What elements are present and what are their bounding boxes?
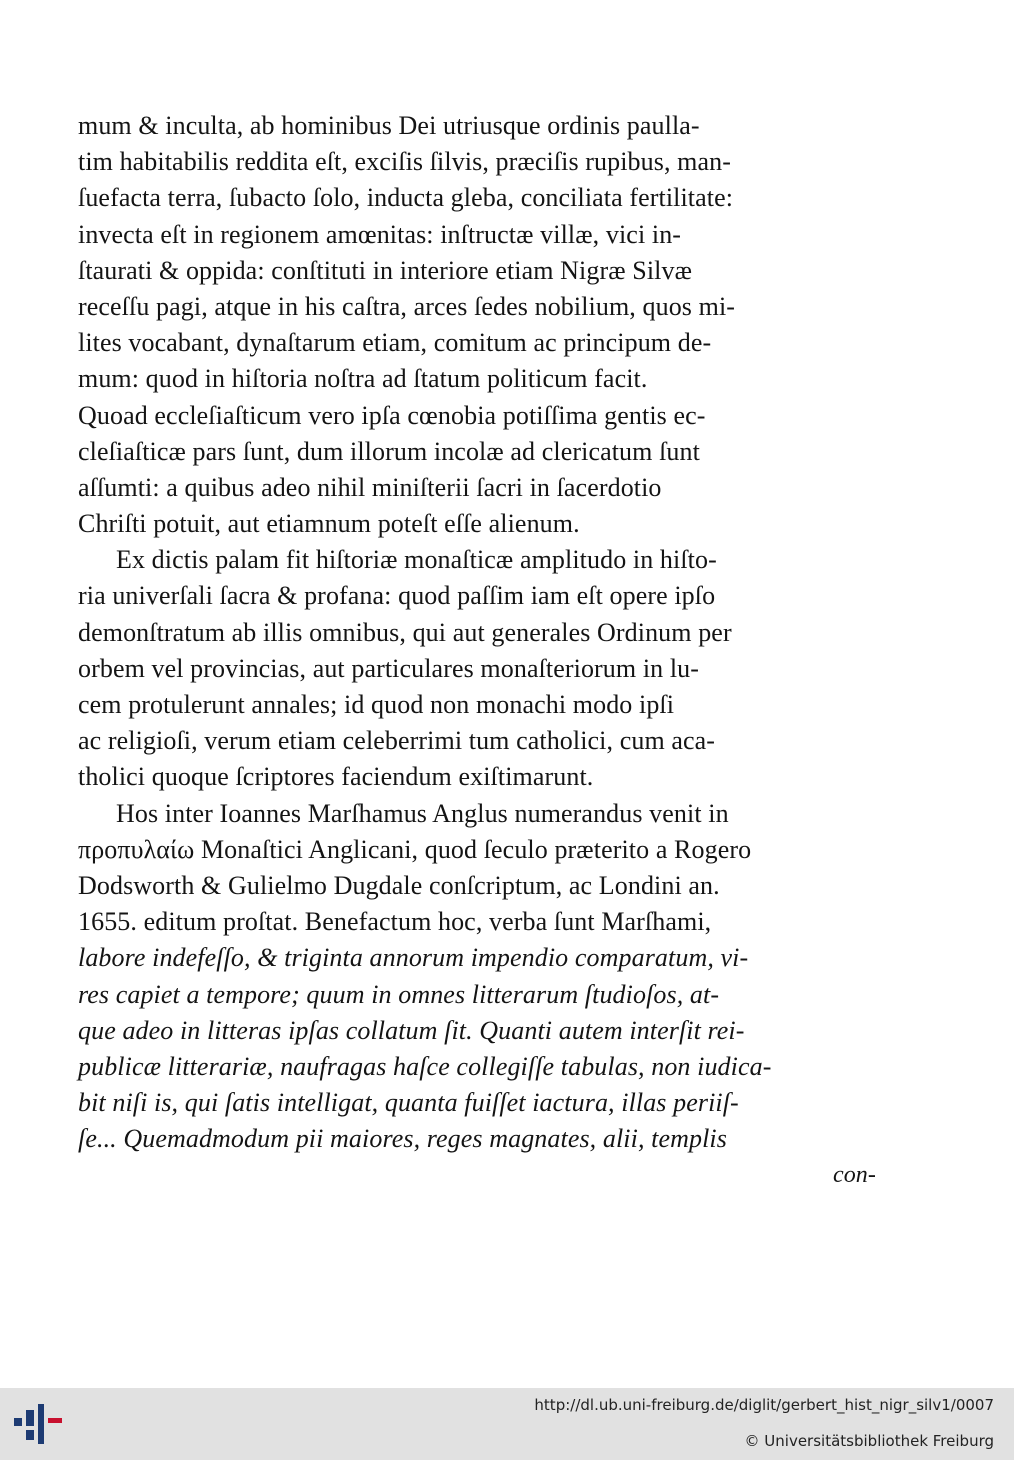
catchword: con- xyxy=(832,1162,876,1189)
quote-line: ſe... Quemadmodum pii maiores, reges magnates, alii, templis xyxy=(78,1124,727,1154)
quote-line: publicæ litterariæ, naufragas haſce collegiſſe tabulas, non iudica- xyxy=(78,1051,772,1081)
text-line: invecta eſt in regionem amœnitas: inſtructæ villæ, vici in- xyxy=(78,219,682,249)
text-line: orbem vel provincias, aut particulares monaſteriorum in lu- xyxy=(78,653,700,683)
quote-line: res capiet a tempore; quum in omnes litterarum ſtudioſos, at- xyxy=(78,979,720,1009)
text-line: προπυλαίω Monaſtici Anglicani, quod ſeculo præterito a Rogero xyxy=(78,834,752,864)
page-body-text xyxy=(78,108,898,1194)
quote-line: bit niſi is, qui ſatis intelligat, quanta fuiſſet iactura, illas periiſ- xyxy=(78,1088,739,1118)
viewer-footer xyxy=(0,1388,1014,1460)
ub-freiburg-logo-icon xyxy=(14,1404,64,1444)
text-line: tim habitabilis reddita eſt, exciſis ſilvis, præciſis rupibus, man- xyxy=(78,147,731,177)
text-line: tholici quoque ſcriptores faciendum exiſtimarunt. xyxy=(78,762,594,792)
text-line: cleſiaſticæ pars ſunt, dum illorum incolæ ad clericatum ſunt xyxy=(78,436,700,466)
paragraph-start-line: Ex dictis palam fit hiſtoriæ monaſticæ amplitudo in hiſto- xyxy=(116,545,717,575)
text-line: receſſu pagi, atque in his caſtra, arces ſedes nobilium, quos mi- xyxy=(78,291,736,321)
text-line: lites vocabant, dynaſtarum etiam, comitum ac principum de- xyxy=(78,328,712,358)
text-line: ria univerſali ſacra & profana: quod paſſim iam eſt opere ipſo xyxy=(78,581,716,611)
permalink-url[interactable]: http://dl.ub.uni-freiburg.de/diglit/gerbert_hist_nigr_silv1/0007 xyxy=(534,1396,994,1414)
text-line: 1655. editum proſtat. Benefactum hoc, verba ſunt Marſhami, xyxy=(78,907,712,937)
copyright-notice: © Universitätsbibliothek Freiburg xyxy=(744,1432,994,1450)
text-line: ſuefacta terra, ſubacto ſolo, inducta gleba, conciliata fertilitate: xyxy=(78,183,734,213)
text-line: aſſumti: a quibus adeo nihil miniſterii ſacri in ſacerdotio xyxy=(78,472,662,502)
text-line: Dodsworth & Gulielmo Dugdale conſcriptum, ac Londini an. xyxy=(78,870,720,900)
text-line: mum & inculta, ab hominibus Dei utriusque ordinis paulla- xyxy=(78,111,700,140)
text-line: ac religioſi, verum etiam celeberrimi tum catholici, cum aca- xyxy=(78,726,716,756)
text-line: demonſtratum ab illis omnibus, qui aut generales Ordinum per xyxy=(78,617,732,647)
paragraph-start-line: Hos inter Ioannes Marſhamus Anglus numerandus venit in xyxy=(116,798,729,828)
text-line: cem protulerunt annales; id quod non monachi modo ipſi xyxy=(78,690,675,719)
quote-line: que adeo in litteras ipſas collatum ſit. Quanti autem interſit rei- xyxy=(78,1015,745,1045)
quote-line: labore indefeſſo, & triginta annorum impendio comparatum, vi- xyxy=(78,943,749,973)
text-line: mum: quod in hiſtoria noſtra ad ſtatum politicum facit. xyxy=(78,364,648,394)
text-line: Quoad eccleſiaſticum vero ipſa cœnobia potiſſima gentis ec- xyxy=(78,400,706,430)
text-line: ſtaurati & oppida: conſtituti in interiore etiam Nigræ Silvæ xyxy=(78,255,693,285)
text-line: Chriſti potuit, aut etiamnum poteſt eſſe alienum. xyxy=(78,509,580,539)
